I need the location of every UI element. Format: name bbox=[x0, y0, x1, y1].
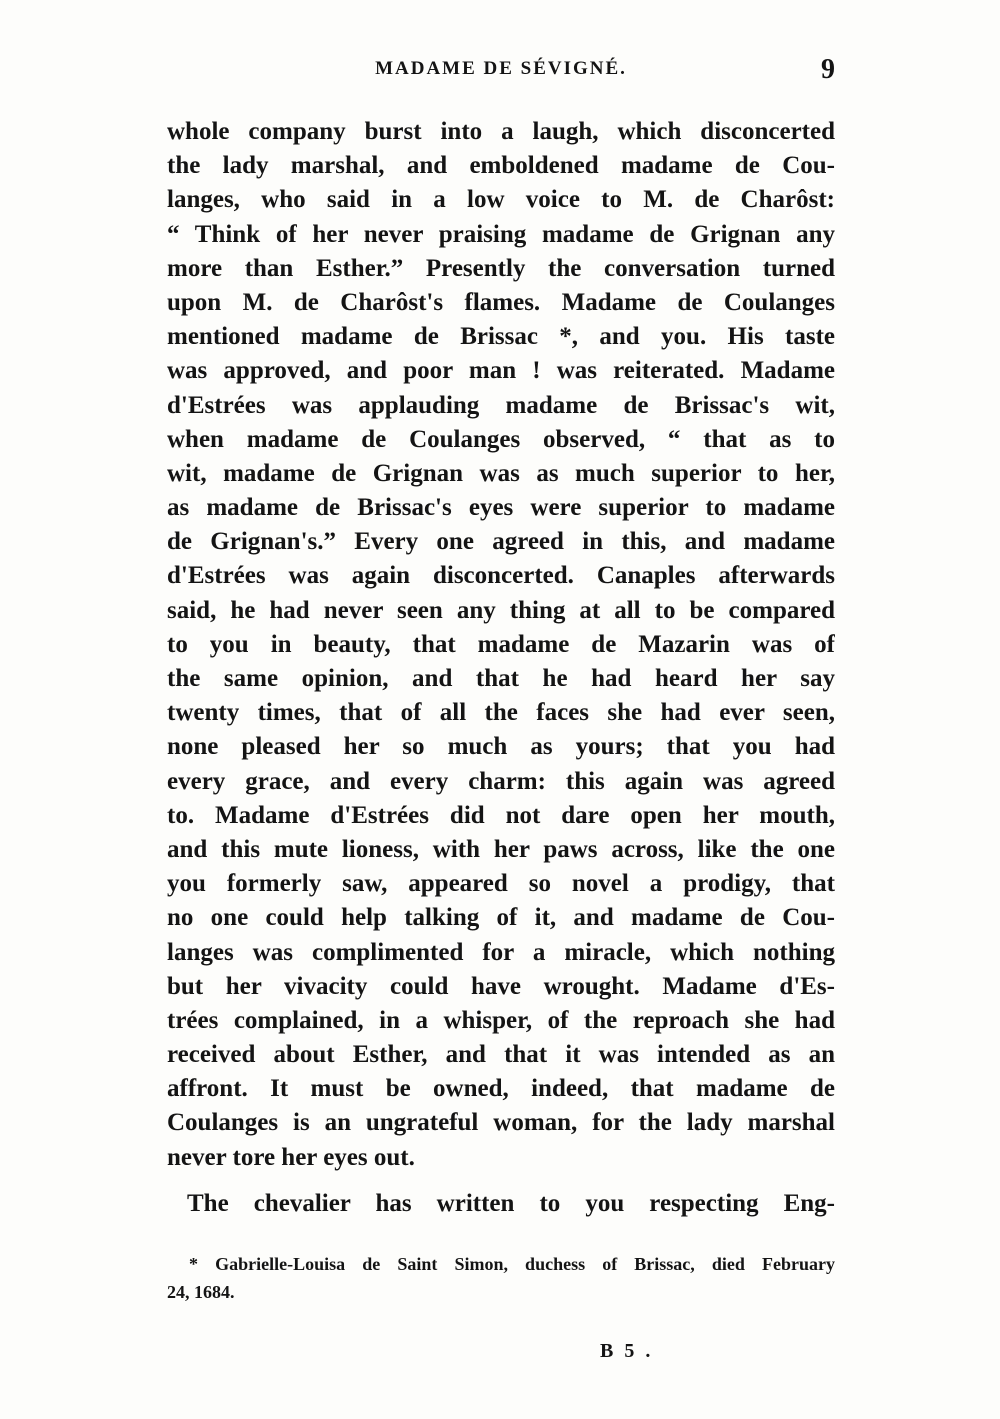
text-line: none pleased her so much as yours; that you had bbox=[167, 733, 835, 761]
footnote-line: * Gabrielle-Louisa de Saint Simon, duchess of Brissac, died February bbox=[189, 1254, 835, 1274]
text-line: twenty times, that of all the faces she had ever seen, bbox=[167, 699, 835, 727]
text-line: as madame de Brissac's eyes were superior to madame bbox=[167, 494, 835, 522]
text-line: de Grignan's.” Every one agreed in this, and madame bbox=[167, 528, 835, 556]
text-line: you formerly saw, appeared so novel a prodigy, that bbox=[167, 870, 835, 898]
text-line: no one could help talking of it, and madame de Cou- bbox=[167, 904, 835, 932]
text-line: more than Esther.” Presently the conversation turned bbox=[167, 254, 835, 282]
text-line: when madame de Coulanges observed, “ that as to bbox=[167, 425, 835, 453]
text-line: never tore her eyes out. bbox=[167, 1143, 415, 1171]
text-line: upon M. de Charôst's flames. Madame de Coulanges bbox=[167, 288, 835, 316]
signature-mark: B 5 . bbox=[600, 1340, 654, 1362]
text-line: said, he had never seen any thing at all to be compared bbox=[167, 596, 835, 624]
text-line: trées complained, in a whisper, of the reproach she had bbox=[167, 1006, 835, 1034]
text-line: d'Estrées was applauding madame de Brissac's wit, bbox=[167, 391, 835, 419]
text-line: mentioned madame de Brissac *, and you. His taste bbox=[167, 323, 835, 351]
text-line: every grace, and every charm: this again was agreed bbox=[167, 767, 835, 795]
body-text bbox=[167, 115, 835, 1221]
text-line: the same opinion, and that he had heard her say bbox=[167, 665, 835, 692]
running-head bbox=[167, 54, 835, 90]
text-line: “ Think of her never praising madame de Grignan any bbox=[167, 220, 835, 248]
text-line: langes was complimented for a miracle, which nothing bbox=[167, 938, 835, 966]
text-line: the lady marshal, and emboldened madame de Cou- bbox=[167, 152, 835, 180]
text-line: to you in beauty, that madame de Mazarin was of bbox=[167, 630, 835, 658]
running-title: MADAME DE SÉVIGNÉ. bbox=[375, 58, 627, 79]
footnote bbox=[167, 1250, 835, 1306]
text-line: whole company burst into a laugh, which disconcerted bbox=[167, 118, 835, 145]
text-line: was approved, and poor man ! was reiterated. Madame bbox=[167, 357, 835, 385]
page-number: 9 bbox=[821, 54, 835, 85]
text-line: Coulanges is an ungrateful woman, for the lady marshal bbox=[167, 1109, 835, 1137]
text-line: received about Esther, and that it was intended as an bbox=[167, 1041, 835, 1069]
paragraph-start-line: The chevalier has written to you respecting Eng- bbox=[187, 1189, 835, 1217]
text-line: and this mute lioness, with her paws across, like the one bbox=[167, 835, 835, 863]
text-line: to. Madame d'Estrées did not dare open her mouth, bbox=[167, 801, 835, 829]
footnote-line: 24, 1684. bbox=[167, 1282, 235, 1302]
text-line: but her vivacity could have wrought. Madame d'Es- bbox=[167, 972, 835, 1000]
text-line: wit, madame de Grignan was as much superior to her, bbox=[167, 459, 835, 487]
text-line: langes, who said in a low voice to M. de Charôst: bbox=[167, 186, 835, 214]
text-line: d'Estrées was again disconcerted. Canaples afterwards bbox=[167, 562, 835, 590]
text-line: affront. It must be owned, indeed, that madame de bbox=[167, 1075, 835, 1103]
